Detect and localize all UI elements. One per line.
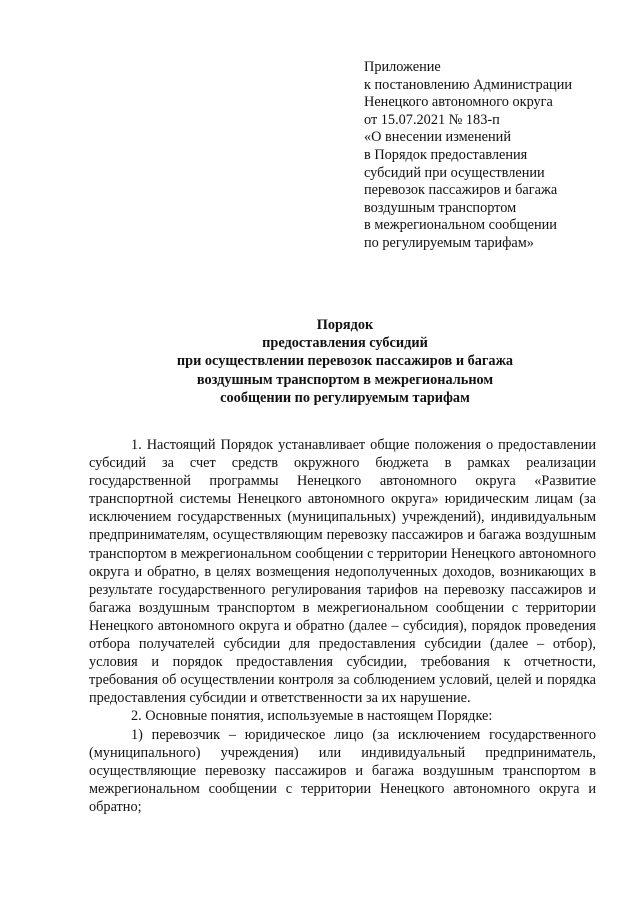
paragraph-3: 1) перевозчик – юридическое лицо (за исключением государственного (муниципального) учреждения) или индивидуальный предприниматель, осуществляющие перевозку пассажиров и багажа воздушным транспортом в межрегиональном сообщении с территории Ненецкого автономного округа и обратно; — [89, 726, 596, 815]
appendix-header — [364, 59, 614, 253]
paragraph-1: 1. Настоящий Порядок устанавливает общие положения о предоставлении субсидий за счет средств окружного бюджета в рамках реализации государственной программы Ненецкого автономного округа «Развитие транспортной системы Ненецкого автономного округа» юридическим лицам (за исключением государственных (муниципальных) учреждений), индивидуальным предпринимателям, осуществляющим перевозку пассажиров и багажа воздушным транспортом в межрегиональном сообщении с территории Ненецкого автономного округа и обратно, в целях возмещения недополученных доходов, возникающих в результате государственного регулирования тарифов на перевозку пассажиров и багажа воздушным транспортом в межрегиональном сообщении с территории Ненецкого автономного округа и обратно (далее – субсидия), порядок проведения отбора получателей субсидии для предоставления субсидии (далее – отбор), условия и порядок предоставления субсидии, требования к отчетности, требования об осуществлении контроля за соблюдением условий, целей и порядка предоставления субсидии и ответственности за их нарушение. — [89, 437, 596, 707]
appendix-line: по регулируемым тарифам» — [364, 234, 534, 251]
appendix-line: в межрегиональном сообщении — [364, 217, 557, 234]
document-title — [90, 316, 600, 407]
document-body — [89, 436, 596, 816]
title-line: предоставления субсидий — [262, 335, 428, 352]
title-line: воздушным транспортом в межрегиональном — [196, 371, 494, 388]
title-line: сообщении по регулируемым тарифам — [220, 389, 470, 406]
title-line: при осуществлении перевозок пассажиров и багажа — [176, 353, 514, 370]
appendix-line: к постановлению Администрации — [364, 76, 573, 93]
appendix-line: перевозок пассажиров и багажа — [364, 182, 558, 199]
appendix-line: Ненецкого автономного округа — [364, 94, 553, 111]
title-line: Порядок — [316, 317, 374, 333]
appendix-line: воздушным транспортом — [364, 199, 517, 216]
appendix-line: Приложение — [364, 59, 441, 75]
paragraph-2: 2. Основные понятия, используемые в настоящем Порядке: — [131, 708, 493, 725]
appendix-line: в Порядок предоставления — [364, 146, 528, 163]
appendix-line: от 15.07.2021 № 183-п — [364, 111, 500, 128]
appendix-line: субсидий при осуществлении — [364, 164, 545, 181]
appendix-line: «О внесении изменений — [364, 129, 511, 146]
